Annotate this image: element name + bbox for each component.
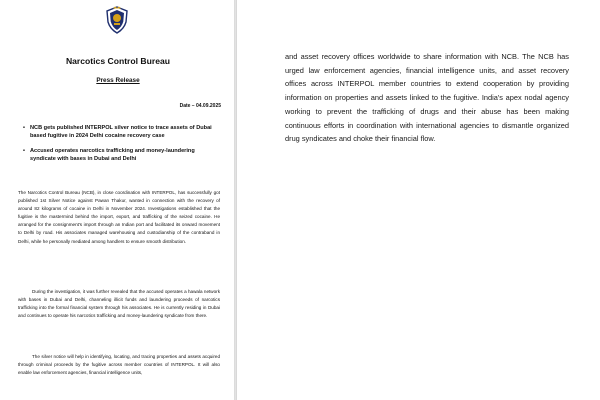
body-paragraph: During the investigation, it was further revealed that the accused operates a hawala network with bases in Dubai and Delhi, channeling illicit funds and laundering proceeds of narcotics trafficking into the formal financial system through his associates. He is currently residing in Dubai and continues to operate his narcotics trafficking and money-laundering syndicate from there. [18,289,220,319]
body-paragraph: The silver notice will help in identifying, locating, and tracing properties and assets acquired through criminal proceeds by the fugitive across member countries of INTERPOL. It will also enable law enforcement agencies, financial intelligence units, [18,354,220,376]
press-release-page-2 [236,0,600,400]
organization-name: Narcotics Control Bureau [65,56,171,66]
document-type: Press Release [96,77,140,84]
highlight-item: • NCB gets published INTERPOL silver notice to trace assets of Dubai based fugitive in 2024 Delhi cocaine recovery case [24,124,220,141]
body-paragraph: The Narcotics Control Bureau (NCB), in close coordination with INTERPOL, has successfully got published 1st Silver Notice against Pawan Thakur, wanted in connection with the recovery of around 82 kilograms of cocaine in Delhi in November 2024. Investigations established that the fugitive is the mastermind behind the import, export, and trafficking of the seized cocaine. He arranged for the consignment's import through an Indian port and facilitated its onward movement to Delhi by road. His associates managed warehousing and custodianship of the contraband in Delhi, while he personally mediated among handlers to ensure smooth distribution. [18,190,220,244]
press-release-page-1 [0,0,236,400]
continuation-paragraph: and asset recovery offices worldwide to share information with NCB. The NCB has urged law enforcement agencies, financial intelligence units, and asset recovery offices across INTERPOL member countries to extend cooperation by providing information on properties and assets linked to the fugitive. India's apex nodal agency working to prevent the trafficking of drugs and their abuse has been making continuous efforts in coordination with international agencies to dismantle organized drug syndicates and choke their financial flow. [285,52,569,144]
highlight-item: • Accused operates narcotics trafficking and money-laundering syndicate with bases in Dubai and Delhi [24,147,220,164]
highlights-list [24,124,220,169]
ncb-emblem-icon [104,6,130,34]
release-date: Date – 04.09.2025 [179,103,221,109]
